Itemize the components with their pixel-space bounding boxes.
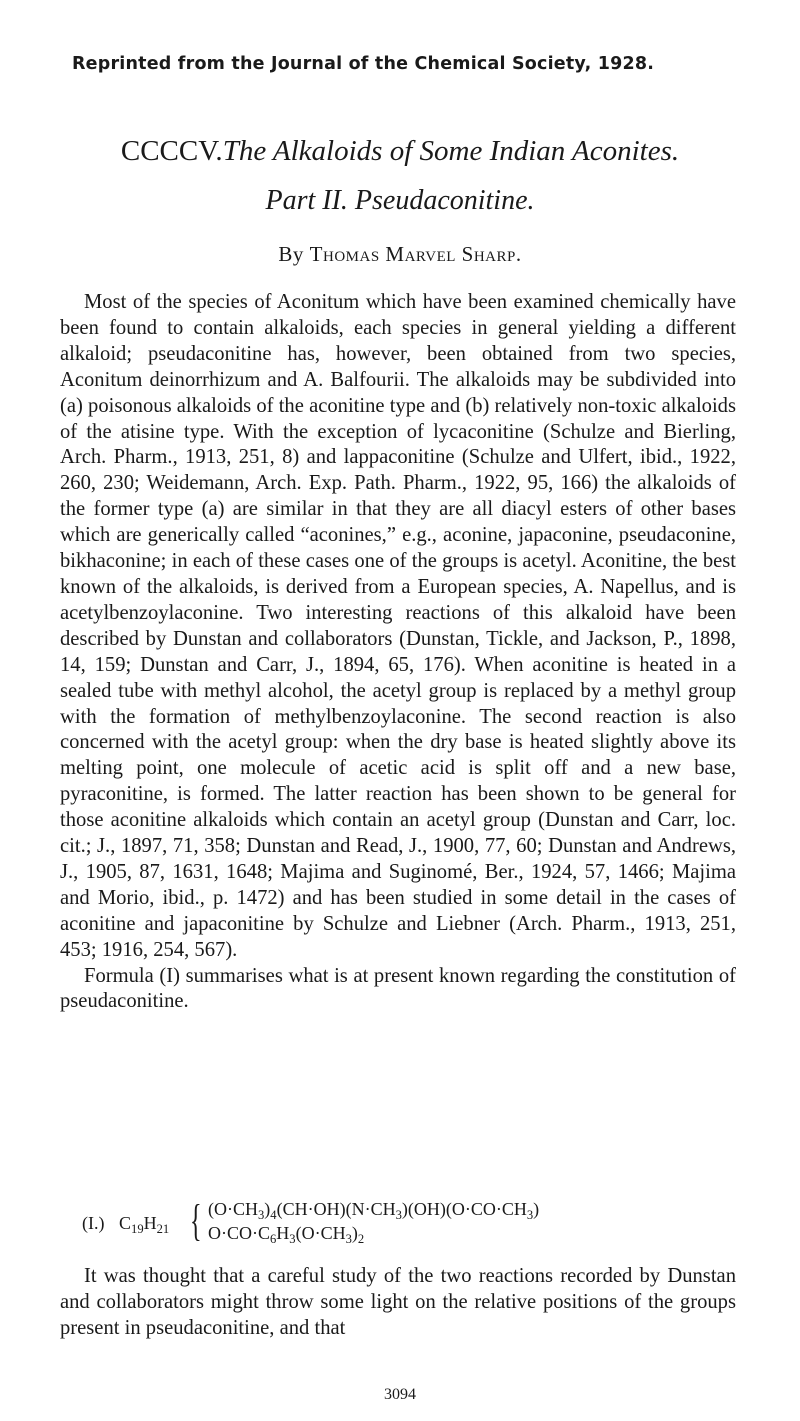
formula-label: (I.) [82,1213,105,1233]
body-text [60,290,736,1015]
article-title-line [0,134,800,168]
formula-line-1: $(O\cdot CH_3)_4(CH\cdot OH)(N\cdot CH_3)(OH)(O\cdot CO\cdot CH_3)$ [208,1199,540,1222]
body-text-continued [60,1264,736,1342]
reprint-note: Reprinted from the Journal of the Chemical Society, 1928. [72,54,655,74]
byline-prefix: By [278,242,304,266]
paragraph-3: It was thought that a careful study of the two reactions recorded by Dunstan and collaborators might throw some light on the relative positions of the groups present in pseudaconitine, and that [60,1265,736,1339]
article-subtitle: Part II. Pseudaconitine. [265,185,535,216]
byline [0,242,800,267]
paragraph-2: Formula (I) summarises what is at present known regarding the constitution of pseudaconitine. [60,964,736,1013]
formula-i [82,1196,722,1252]
paragraph-1: Most of the species of Aconitum which have been examined chemically have been found to contain alkaloids, each species in general yielding a different alkaloid; pseudaconitine has, however, been obtained from two species, Aconitum deinorrhizum and A. Balfourii. The alkaloids may be subdivided into (a) poisonous alkaloids of the aconitine type and (b) relatively non-toxic alkaloids of the atisine type. With the exception of lycaconitine (Schulze and Bierling, Arch. Pharm., 1913, 251, 8) and lappaconitine (Schulze and Ulfert, ibid., 1922, 260, 230; Weidemann, Arch. Exp. Path. Pharm., 1922, 95, 166) the alkaloids of the former type (a) are similar in that they are all diacyl esters of other bases which are generically called “aconines,” e.g., aconine, japaconine, pseudaconine, bikhaconine; in each of these cases one of the groups is acetyl. Aconitine, the best known of the alkaloids, is derived from a European species, A. Napellus, and is acetylbenzoylaconine. Two interesting reactions of this alkaloid have been described by Dunstan and collaborators (Dunstan, Tickle, and Jackson, P., 1898, 14, 159; Dunstan and Carr, J., 1894, 65, 176). When aconitine is heated in a sealed tube with methyl alcohol, the acetyl group is replaced by a methyl group with the formation of methylbenzoylaconine. The second reaction is also concerned with the acetyl group: when the dry base is heated slightly above its melting point, one molecule of acetic acid is split off and a new base, pyraconitine, is formed. The latter reaction has been shown to be general for those aconitine alkaloids which contain an acetyl group (Dunstan and Carr, loc. cit.; J., 1897, 71, 358; Dunstan and Read, J., 1900, 77, 60; Dunstan and Andrews, J., 1905, 87, 1631, 1648; Majima and Suginomé, Ber., 1924, 57, 1466; Majima and Morio, ibid., p. 1472) and has been studied in some detail in the cases of aconitine and japaconitine by Schulze and Liebner (Arch. Pharm., 1913, 251, 453; 1916, 254, 567). [60,291,736,961]
formula-brace: { [190,1196,202,1245]
page-number: 3094 [384,1386,416,1403]
formula-base: $C_{19}H_{21}$ [119,1213,170,1236]
formula-line-2: $O\cdot CO\cdot C_6H_3(O\cdot CH_3)_2$ [208,1223,365,1246]
article-title: The Alkaloids of Some Indian Aconites. [222,135,680,167]
article-number: CCCCV. [120,135,223,167]
author-name: Thomas Marvel Sharp. [309,242,522,266]
